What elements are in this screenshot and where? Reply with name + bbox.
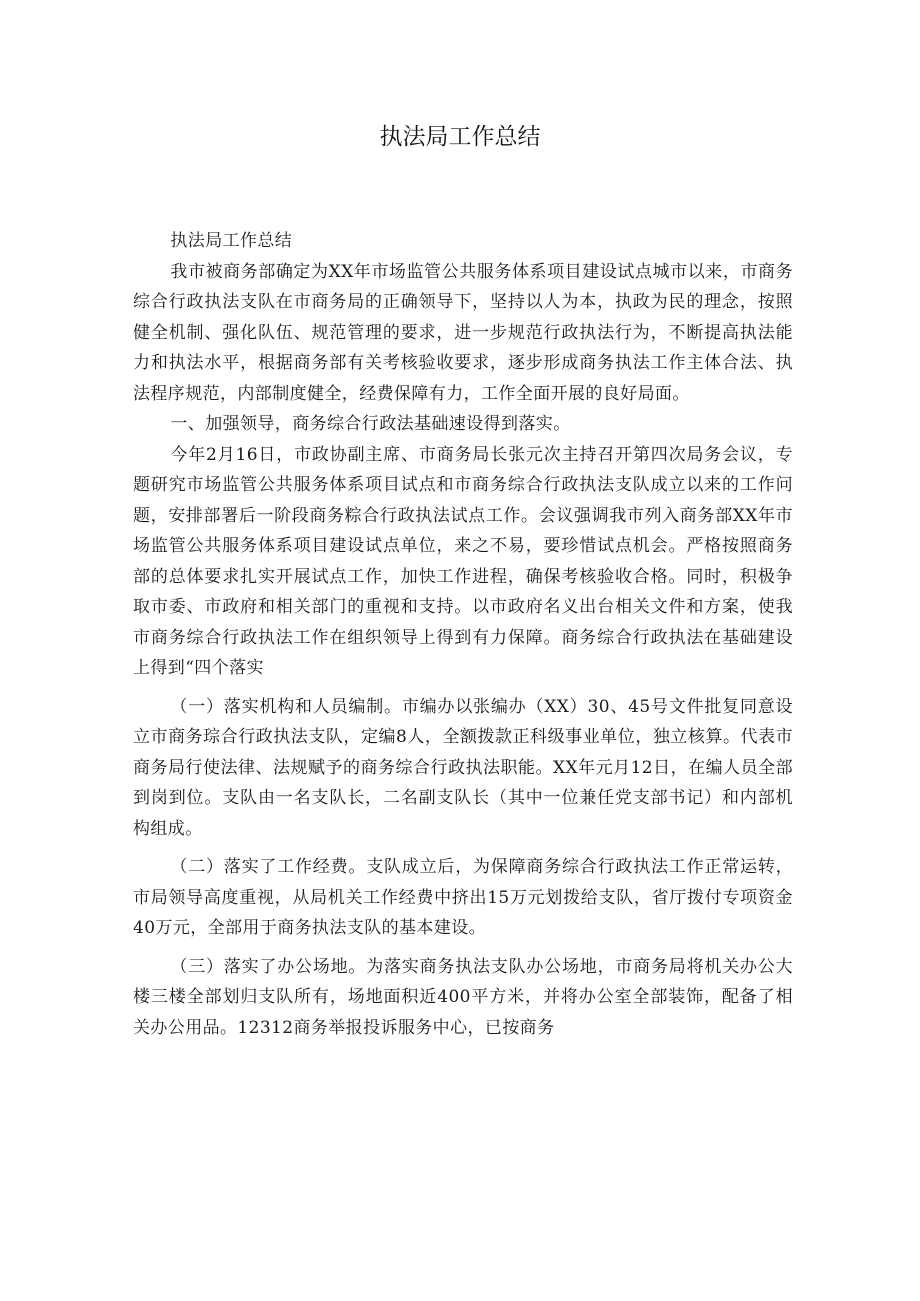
document-body [133, 226, 793, 1043]
body-paragraph: （一）落实机构和人员编制。市编办以张编办（XX）30、45号文件批复同意设立市商务琮合行政执法支队，定编8人，全额拨款正科级事业单位，独立核算。代表市商务局行使法律、法规赋予的商务综合行政执法职能。XX年元月12日，在编人员全部到岗到位。支队由一名支队长，二名副支队长（其中一位兼任党支部书记）和内部机构组成。 [133, 696, 793, 839]
body-paragraph: （三）落实了办公场地。为落实商务执法支队办公场地，市商务局将机关办公大楼三楼全部划归支队所有，场地面积近400平方米，并将办公室全部装饰，配备了相关办公用品。12312商务举报投诉服务中心，已按商务 [133, 956, 793, 1038]
subtitle-paragraph: 执法局工作总结 [170, 231, 293, 251]
body-paragraph: 今年2月16日，市政协副主席、市商务局长张元次主持召开第四次局务会议，专题研究市场监管公共服务体系项目试点和市商务综合行政执法支队成立以来的工作问题，安排部署后一阶段商务粽合行政执法试点工作。会议强调我市列入商务部XX年市场监管公共服务体系项目建设试点单位，来之不易，要珍惜试点机会。严格按照商务部的总体要求扎实开展试点工作，加快工作进程，确保考核验收合格。同时，积极争取市委、市政府和相关部门的重视和支持。以市政府名义出台相关文件和方案，使我市商务综合行政执法工作在组织领导上得到有力保障。商务综合行政执法在基础建设上得到“四个落实 [133, 444, 793, 678]
page-title: 执法局工作总结 [379, 124, 541, 150]
intro-paragraph: 我市被商务部确定为XX年市场监管公共服务体系项目建设试点城市以来，市商务综合行政执法支队在市商务局的正确领导下，坚持以人为本，执政为民的理念，按照健全机制、强化队伍、规范管理的要求，进一步规范行政执法行为，不断提高执法能力和执法水平，根据商务部有关考核验收要求，逐步形成商务执法工作主体合法、执法程序规范，内部制度健全，经费保障有力，工作全面开展的良好局面。 [133, 261, 793, 404]
section-heading: 一、加强领导，商务综合行政法基础速设得到落实。 [170, 414, 571, 434]
body-paragraph: （二）落实了工作经费。支队成立后，为保障商务综合行政执法工作正常运转，市局领导高度重视，从局机关工作经费中挤出15万元划拨给支队，省厅拨付专项资金40万元，全部用于商务执法支队的基本建设。 [133, 857, 793, 938]
